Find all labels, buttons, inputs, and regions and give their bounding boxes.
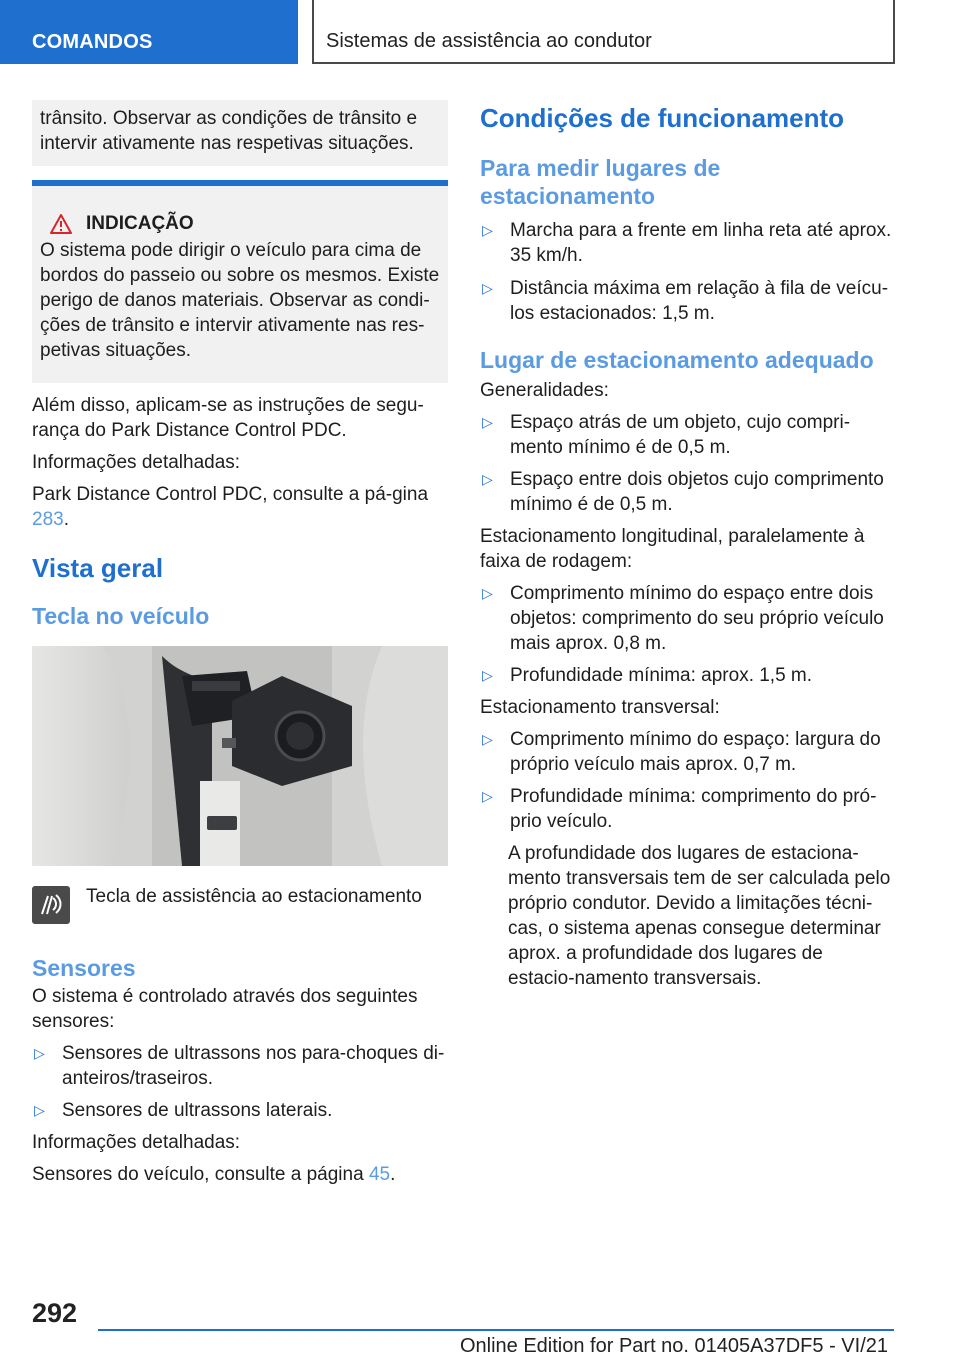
console-illustration: [32, 646, 448, 866]
list-item: ▷ Comprimento mínimo do espaço: largura do próprio veículo mais aprox. 0,7 m.: [482, 729, 881, 775]
continued-note-text: trânsito. Observar as condições de trânsito e intervir ativamente nas respetivas situações.: [40, 108, 418, 154]
bullet-triangle-icon: ▷: [34, 1102, 45, 1118]
generalidades-label: Generalidades:: [480, 380, 609, 401]
list-item: ▷ Marcha para a frente em linha reta até aprox. 35 km/h.: [482, 220, 892, 266]
pdc-reference: Park Distance Control PDC, consulte a pá-gina 283.: [32, 484, 429, 530]
list-item: ▷ Sensores de ultrassons nos para-choques di-anteiros/traseiros.: [34, 1043, 445, 1089]
page-link-45[interactable]: 45: [368, 1164, 391, 1185]
bullet-triangle-icon: ▷: [482, 667, 493, 683]
details-label: Informações detalhadas:: [32, 1132, 241, 1153]
heading-sensores: Sensores: [32, 955, 136, 981]
list-item: ▷ Sensores de ultrassons laterais.: [34, 1100, 333, 1121]
safety-paragraph: Além disso, aplicam-se as instruções de segu-rança do Park Distance Control PDC.: [32, 395, 424, 441]
bullet-triangle-icon: ▷: [482, 222, 493, 238]
heading-condicoes: Condições de funcionamento: [480, 103, 845, 133]
park-assist-caption: Tecla de assistência ao estacionamento: [86, 886, 422, 907]
section-tab: COMANDOS: [0, 0, 298, 64]
list-item: ▷ Comprimento mínimo do espaço entre dois objetos: comprimento do seu próprio veículo mais aprox. 0,8 m.: [482, 583, 884, 654]
list-item: ▷ Espaço atrás de um objeto, cujo compri-mento mínimo é de 0,5 m.: [482, 412, 851, 458]
continued-note-box: [32, 100, 448, 166]
heading-lugar: Lugar de estacionamento adequado: [480, 347, 874, 373]
right-column: [480, 100, 892, 991]
transversal-note: A profundidade dos lugares de estaciona-mento transversais tem de ser calculada pelo próprio condutor. Devido a limitações técni-cas, o sistema apenas consegue determinar aprox. a profundidade dos lugares de estacio-namento transversais.: [508, 843, 891, 989]
warning-text: O sistema pode dirigir o veículo para cima de bordos do passeio ou sobre os mesmos. Existe perigo de danos materiais. Observar as condi-ções de trânsito e intervir ativamente nas res-petivas situações.: [40, 240, 440, 361]
transversal-label: Estacionamento transversal:: [480, 697, 720, 718]
edition-info: Online Edition for Part no. 01405A37DF5 - VI/21: [459, 1335, 888, 1357]
bullet-triangle-icon: ▷: [482, 280, 493, 296]
page-number: 292: [32, 1298, 78, 1328]
heading-tecla: Tecla no veículo: [32, 603, 210, 629]
warning-box: [32, 180, 448, 383]
center-console-photo: [32, 646, 448, 866]
longitudinal-label: Estacionamento longitudinal, paralelamente à faixa de rodagem:: [480, 526, 865, 572]
chapter-title: Sistemas de assistência ao condutor: [312, 0, 895, 64]
list-item: ▷ Profundidade mínima: aprox. 1,5 m.: [482, 665, 813, 686]
bullet-triangle-icon: ▷: [482, 788, 493, 804]
details-label: Informações detalhadas:: [32, 452, 241, 473]
sensores-intro: O sistema é controlado através dos seguintes sensores:: [32, 986, 418, 1032]
list-item: ▷ Distância máxima em relação à fila de veícu-los estacionados: 1,5 m.: [482, 278, 889, 324]
footer-divider: [98, 1329, 894, 1331]
bullet-triangle-icon: ▷: [482, 731, 493, 747]
heading-medir: Para medir lugares de estacionamento: [480, 155, 721, 209]
warning-triangle-icon: [50, 214, 72, 234]
warning-title: INDICAÇÃO: [86, 213, 194, 234]
bullet-triangle-icon: ▷: [482, 471, 493, 487]
bullet-triangle-icon: ▷: [482, 414, 493, 430]
bullet-triangle-icon: ▷: [34, 1045, 45, 1061]
bullet-triangle-icon: ▷: [482, 585, 493, 601]
park-assist-button-icon: [32, 886, 70, 924]
warning-header: [50, 212, 440, 236]
page-link-283[interactable]: 283: [32, 509, 64, 530]
heading-vista-geral: Vista geral: [32, 553, 164, 583]
list-item: ▷ Espaço entre dois objetos cujo comprimento mínimo é de 0,5 m.: [482, 469, 884, 515]
list-item: ▷ Profundidade mínima: comprimento do pró-prio veículo.: [482, 786, 877, 832]
park-assist-caption-row: [32, 886, 448, 924]
left-column: [32, 100, 448, 1187]
sensores-reference: Sensores do veículo, consulte a página 45.: [32, 1164, 396, 1185]
